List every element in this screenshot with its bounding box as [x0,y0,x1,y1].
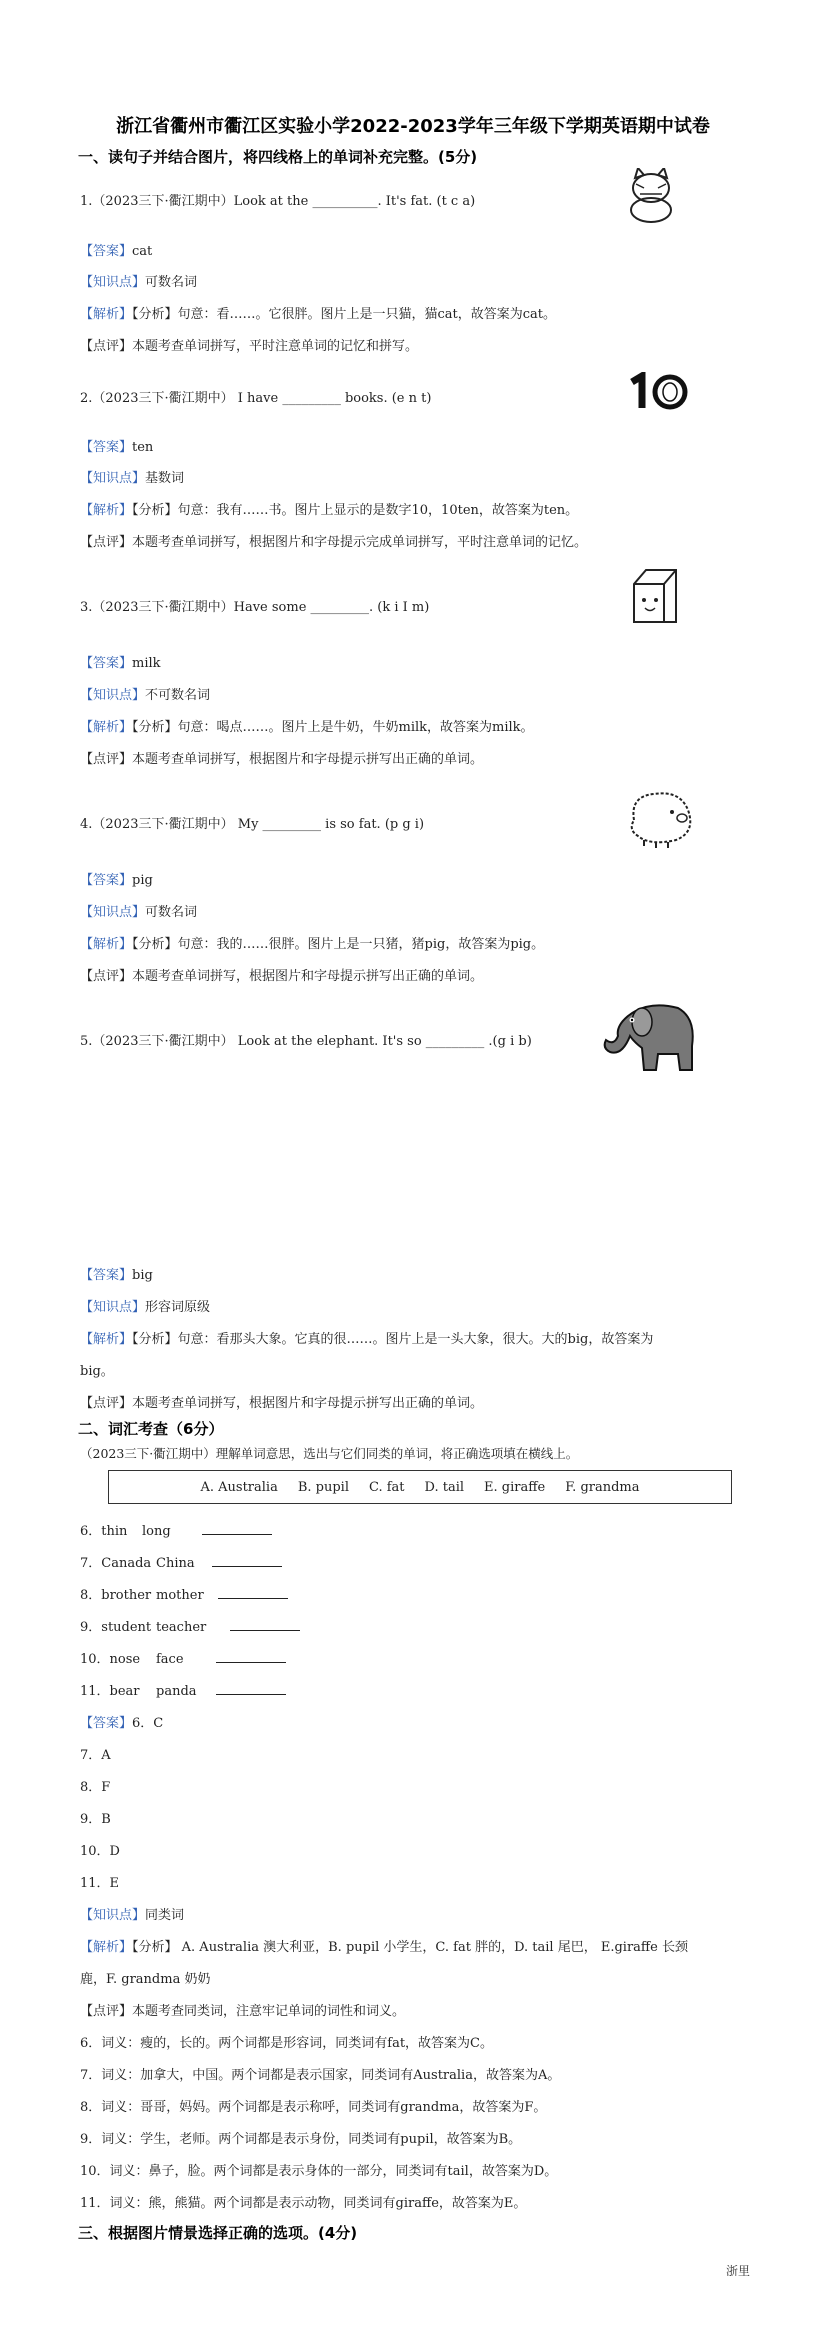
answer-blank[interactable] [216,1650,286,1663]
answer-3: milk [132,656,161,671]
comment-5: 本题考查单词拼写，根据图片和字母提示拼写出正确的单词。 [132,1396,484,1411]
point-label: 【知识点】 [80,688,146,703]
point-label: 【知识点】 [80,275,146,290]
answer-blank[interactable] [202,1522,272,1535]
analysis-label: 【解析】 [80,503,133,518]
analysis-2: 【分析】句意：我有……书。图片上显示的是数字10，10ten，故答案为ten。 [132,503,579,518]
comment-s2: 本题考查同类词，注意牢记单词的词性和词义。 [132,2004,406,2019]
section-3-heading: 三、根据图片情景选择正确的选项。(4分) [78,2224,358,2242]
comment-label: 【点评】 [80,969,133,984]
analysis-label: 【解析】 [80,1332,133,1347]
vocab-item: 9．student teacher [80,1616,300,1635]
vocab-item: 10．nose face [80,1648,286,1667]
question-3: 3.（2023三下·衢江期中）Have some _________. (k i I m) [80,600,430,615]
analysis-label: 【解析】 [80,937,133,952]
point-1: 可数名词 [145,275,198,290]
option-d: D. tail [424,1479,465,1495]
pig-picture [620,784,700,850]
point-label: 【知识点】 [80,905,146,920]
vocab-item: 8．brother mother [80,1584,288,1603]
comment-1: 本题考查单词拼写，平时注意单词的记忆和拼写。 [132,339,419,354]
option-e: E. giraffe [484,1479,546,1495]
point-label: 【知识点】 [80,1908,146,1923]
analysis-s2-cont: 鹿，F. grandma 奶奶 [80,1972,211,1987]
section-2-instruction: （2023三下·衢江期中）理解单词意思，选出与它们同类的单词，将正确选项填在横线上。 [80,1446,579,1461]
answer-label: 【答案】 [80,1268,133,1283]
point-label: 【知识点】 [80,471,146,486]
point-4: 可数名词 [145,905,198,920]
page-title: 浙江省衢州市衢江区实验小学2022-2023学年三年级下学期英语期中试卷 [116,116,710,137]
vocab-item: 6．thin long [80,1520,272,1539]
answer-6: 6．C [132,1716,164,1731]
answer-blank[interactable] [218,1586,288,1599]
comment-label: 【点评】 [80,535,133,550]
comment-label: 【点评】 [80,1396,133,1411]
answer-blank[interactable] [212,1554,282,1567]
point-5: 形容词原级 [145,1300,211,1315]
comment-4: 本题考查单词拼写，根据图片和字母提示拼写出正确的单词。 [132,969,484,984]
analysis-s2: 【分析】 A. Australia 澳大利亚，B. pupil 小学生，C. fat 胖的，D. tail 尾巴， E.giraffe 长颈 [132,1940,688,1955]
number-ten-picture [626,372,692,412]
answer-blank[interactable] [230,1618,300,1631]
point-label: 【知识点】 [80,1300,146,1315]
comment-label: 【点评】 [80,339,133,354]
vocab-item: 7．Canada China [80,1552,282,1571]
option-b: B. pupil [297,1479,349,1495]
analysis-5-cont: big。 [80,1364,114,1379]
option-a: A. Australia [200,1479,278,1495]
answer-11: 11．E [80,1876,120,1891]
answer-10: 10．D [80,1844,120,1859]
page-footer: 浙里 [725,2264,750,2278]
answer-5: big [132,1268,153,1283]
answer-4: pig [132,873,153,888]
answer-9: 9．B [80,1812,111,1827]
answer-label: 【答案】 [80,656,133,671]
vocab-item: 11．bear panda [80,1680,286,1699]
elephant-picture [598,996,700,1076]
question-5: 5.（2023三下·衢江期中） Look at the elephant. It's so _________ .(g i b) [80,1034,532,1049]
answer-label: 【答案】 [80,873,133,888]
question-4: 4.（2023三下·衢江期中） My _________ is so fat. (p g i) [80,817,425,832]
milk-carton-picture [626,566,684,628]
point-3: 不可数名词 [145,688,211,703]
point-s2: 同类词 [145,1908,185,1923]
analysis-label: 【解析】 [80,720,133,735]
comment-3: 本题考查单词拼写，根据图片和字母提示拼写出正确的单词。 [132,752,484,767]
option-c: C. fat [368,1479,405,1495]
question-2: 2.（2023三下·衢江期中） I have _________ books. (e n t) [80,391,432,406]
explanation-10: 10．词义：鼻子，脸。两个词都是表示身体的一部分，同类词有tail，故答案为D。 [80,2164,558,2179]
answer-blank[interactable] [216,1682,286,1695]
section-2-heading: 二、词汇考查（6分） [78,1420,224,1438]
answer-8: 8．F [80,1780,111,1795]
point-2: 基数词 [145,471,185,486]
answer-label: 【答案】 [80,1716,133,1731]
cat-picture [622,168,680,224]
question-1: 1.（2023三下·衢江期中）Look at the __________. It's fat. (t c a) [80,194,476,209]
answer-1: cat [132,244,153,259]
explanation-8: 8．词义：哥哥，妈妈。两个词都是表示称呼，同类词有grandma，故答案为F。 [80,2100,547,2115]
analysis-5: 【分析】句意：看那头大象。它真的很……。图片上是一头大象，很大。大的big，故答案为 [132,1332,654,1347]
analysis-label: 【解析】 [80,1940,133,1955]
analysis-3: 【分析】句意：喝点……。图片上是牛奶，牛奶milk，故答案为milk。 [132,720,534,735]
analysis-4: 【分析】句意：我的……很胖。图片上是一只猪，猪pig，故答案为pig。 [132,937,545,952]
comment-label: 【点评】 [80,2004,133,2019]
answer-7: 7．A [80,1748,111,1763]
answer-2: ten [132,440,154,455]
explanation-6: 6．词义：瘦的，长的。两个词都是形容词，同类词有fat，故答案为C。 [80,2036,494,2051]
section-1-heading: 一、读句子并结合图片，将四线格上的单词补充完整。(5分) [78,148,478,166]
analysis-1: 【分析】句意：看……。它很胖。图片上是一只猫，猫cat，故答案为cat。 [132,307,557,322]
answer-label: 【答案】 [80,440,133,455]
option-f: F. grandma [565,1479,640,1495]
explanation-7: 7．词义：加拿大，中国。两个词都是表示国家，同类词有Australia，故答案为A。 [80,2068,561,2083]
analysis-label: 【解析】 [80,307,133,322]
comment-2: 本题考查单词拼写，根据图片和字母提示完成单词拼写，平时注意单词的记忆。 [132,535,588,550]
options-box [108,1470,732,1504]
explanation-9: 9．词义：学生，老师。两个词都是表示身份，同类词有pupil，故答案为B。 [80,2132,522,2147]
explanation-11: 11．词义：熊，熊猫。两个词都是表示动物，同类词有giraffe，故答案为E。 [80,2196,527,2211]
answer-label: 【答案】 [80,244,133,259]
comment-label: 【点评】 [80,752,133,767]
